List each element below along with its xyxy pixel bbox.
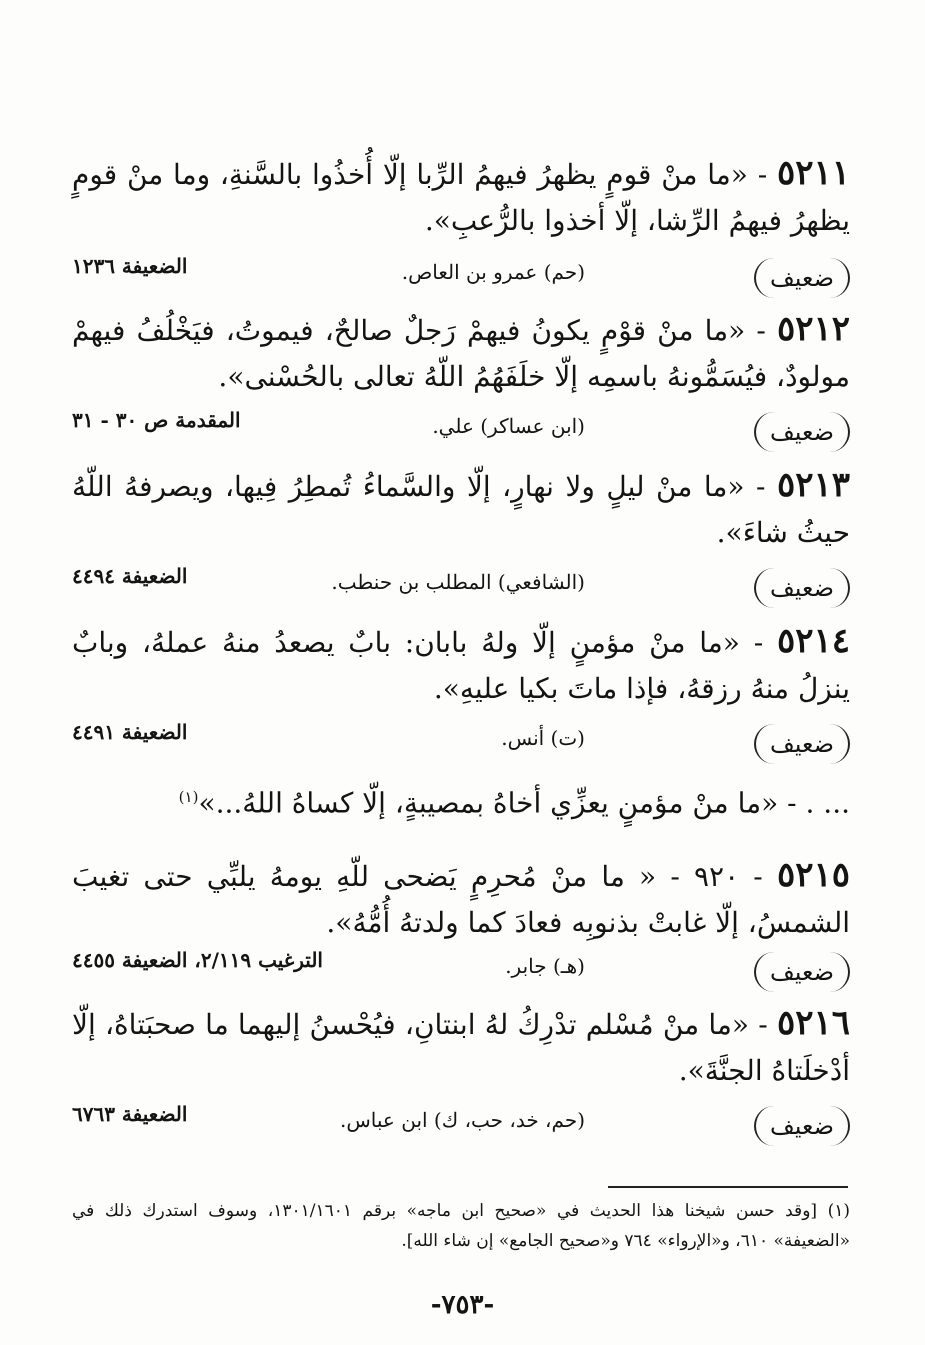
hadith-number: ٥٢١١ xyxy=(776,153,850,193)
hadith-number: ٥٢١٤ xyxy=(776,621,850,661)
verdict-label: ضعيف xyxy=(754,1106,850,1146)
verdict-row-5216 xyxy=(72,1102,850,1150)
verdict-row-5212 xyxy=(72,408,850,456)
hadith-entry-5212 xyxy=(72,306,850,400)
hadith-body: - «ما منْ ليلٍ ولا نهارٍ، إلّا والسَّماءُ تُمطِرُ فِيها، ويصرفهُ اللّهُ حيثُ شاءَ». xyxy=(72,470,850,549)
hadith-body: - ٩٢٠ - « ما منْ مُحرِمٍ يَضحى للّهِ يومهُ يلبِّي حتى تغيبَ الشمسُ، إلّا غابتْ بذنوبِه فعادَ كما ولدتهُ أُمُّهُ». xyxy=(72,860,850,939)
hadith-entry-5214 xyxy=(72,618,850,712)
hadith-body: - «ما منْ قومٍ يظهرُ فيهمُ الرِّبا إلّا أُخذُوا بالسَّنةِ، وما منْ قومٍ يظهرُ فيهمُ الرِّشا، إلّا أخذوا بالرُّعبِ». xyxy=(72,158,850,237)
hadith-body: ... . - «ما منْ مؤمنٍ يعزِّي أخاهُ بمصيبةٍ، إلّا كساهُ اللهُ...» xyxy=(198,786,850,820)
hadith-number: ٥٢١٥ xyxy=(776,855,850,895)
hadith-body: - «ما منْ قوْمٍ يكونُ فيهمْ رَجلٌ صالحٌ، فيموتُ، فيَخْلُفُ فيهمْ مولودٌ، فيُسَمُّونهُ باسمِه إلّا خلَفَهُمُ اللّهُ تعالى بالحُسْنى». xyxy=(72,314,850,393)
verdict-row-5214 xyxy=(72,720,850,768)
hadith-number: ٥٢١٢ xyxy=(776,309,851,349)
hadith-entry-ellipsis xyxy=(72,774,850,826)
hadith-text xyxy=(72,306,850,400)
verdict-label: ضعيف xyxy=(754,412,850,452)
source-label: (الشافعي) المطلب بن حنطب. xyxy=(331,570,585,594)
hadith-body: - «ما منْ مؤمنٍ إلّا ولهُ بابان: بابٌ يصعدُ منهُ عملهُ، وبابٌ ينزلُ منهُ رزقهُ، فإذا ماتَ بكيا عليهِ». xyxy=(72,626,850,705)
hadith-entry-5213 xyxy=(72,462,850,556)
reference-label: الضعيفة ١٢٣٦ xyxy=(72,254,188,278)
source-label: (حم) عمرو بن العاص. xyxy=(401,260,585,284)
source-label: (ت) أنس. xyxy=(501,726,585,750)
hadith-text xyxy=(72,150,850,244)
verdict-row-5211 xyxy=(72,254,850,302)
verdict-row-5215 xyxy=(72,948,850,996)
page-number: -٧٥٣- xyxy=(430,1290,495,1320)
footnote-marker: (١) xyxy=(178,788,199,806)
hadith-body: - «ما منْ مُسْلم تدْرِكُ لهُ ابنتانِ، فيُحْسنُ إليهما ما صحبَتاهُ، إلّا أدْخلَتاهُ الجنَّةَ». xyxy=(72,1008,850,1087)
hadith-text xyxy=(72,1000,850,1094)
footnote-divider xyxy=(608,1186,848,1188)
hadith-entry-5211 xyxy=(72,150,850,244)
source-label: (هـ) جابر. xyxy=(505,954,585,978)
hadith-entry-5216 xyxy=(72,1000,850,1094)
hadith-text xyxy=(72,852,850,946)
hadith-text xyxy=(72,774,850,826)
hadith-text xyxy=(72,462,850,556)
verdict-label: ضعيف xyxy=(754,258,850,298)
hadith-entry-5215 xyxy=(72,852,850,946)
verdict-label: ضعيف xyxy=(754,952,850,992)
verdict-row-5213 xyxy=(72,564,850,612)
reference-label: المقدمة ص ٣٠ - ٣١ xyxy=(72,408,241,432)
reference-label: الضعيفة ٦٧٦٣ xyxy=(72,1102,188,1126)
reference-label: الضعيفة ٤٤٩١ xyxy=(72,720,188,744)
footnote-text: (١) [وقد حسن شيخنا هذا الحديث في «صحيح ابن ماجه» برقم ١٣٠١/١٦٠١، وسوف استدرك ذلك في «الضعيفة» ٦١٠، و«الإرواء» ٧٦٤ و«صحيح الجامع» إن شاء الله]. xyxy=(72,1201,851,1251)
reference-label: الترغيب ٢/١١٩، الضعيفة ٤٤٥٥ xyxy=(72,948,323,972)
verdict-label: ضعيف xyxy=(754,724,850,764)
verdict-label: ضعيف xyxy=(754,568,850,608)
reference-label: الضعيفة ٤٤٩٤ xyxy=(72,564,188,588)
source-label: (ابن عساكر) علي. xyxy=(432,414,585,438)
hadith-number: ٥٢١٣ xyxy=(776,465,850,505)
source-label: (حم، خد، حب، ك) ابن عباس. xyxy=(340,1108,585,1132)
hadith-number: ٥٢١٦ xyxy=(776,1003,850,1043)
hadith-text xyxy=(72,618,850,712)
